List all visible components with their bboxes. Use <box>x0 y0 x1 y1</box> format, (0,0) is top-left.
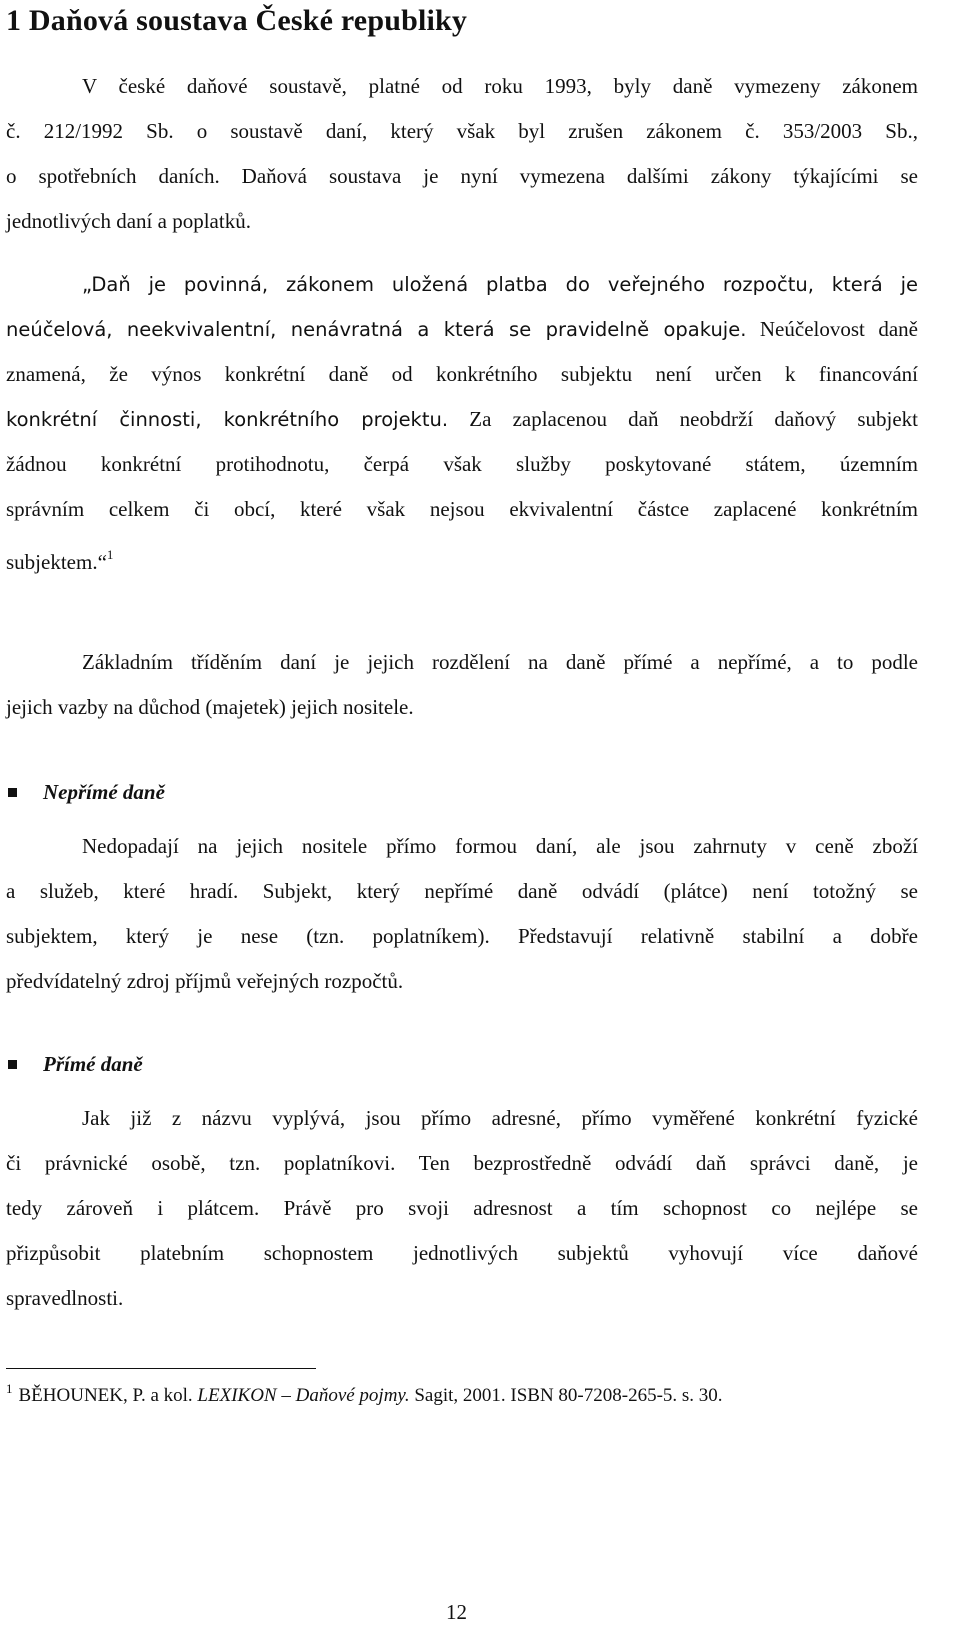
footnote <box>6 1381 723 1407</box>
paragraph-line: a služeb, které hradí. Subjekt, který nepřímé daně odvádí (plátce) není totožný se <box>6 879 918 903</box>
paragraph-line: správním celkem či obcí, které však nejsou ekvivalentní částce zaplacené konkrétním <box>6 497 918 521</box>
paragraph-line <box>6 532 918 577</box>
chapter-heading: 1 Daňová soustava České republiky <box>6 4 468 37</box>
footnote-publication: Sagit, 2001. ISBN 80-7208-265-5. s. 30. <box>409 1385 723 1406</box>
paragraph-line: spravedlnosti. <box>6 1286 124 1310</box>
paragraph-line <box>6 307 918 352</box>
paragraph-line: Nedopadají na jejich nositele přímo formou daní, ale jsou zahrnuty v ceně zboží <box>82 834 918 858</box>
paragraph-line: V české daňové soustavě, platné od roku 1993, byly daně vymezeny zákonem <box>82 74 918 98</box>
paragraph-text-serif: Neúčelovost daně <box>746 317 918 341</box>
footnote-title: LEXIKON – Daňové pojmy. <box>197 1385 410 1406</box>
direct-taxes-heading <box>6 1052 143 1077</box>
paragraph-line: o spotřebních daních. Daňová soustava je nyní vymezena dalšími zákony týkajícími se <box>6 164 918 188</box>
paragraph-line: „Daň je povinná, zákonem uložená platba do veřejného rozpočtu, která je <box>82 273 918 296</box>
paragraph-line: jejich vazby na důchod (majetek) jejich nositele. <box>6 695 414 719</box>
direct-taxes-paragraph <box>6 1096 918 1321</box>
section-title: Nepřímé daně <box>43 780 165 804</box>
indirect-taxes-heading <box>6 780 165 805</box>
indirect-taxes-paragraph <box>6 824 918 1004</box>
paragraph-line: tedy zároveň i plátcem. Právě pro svoji adresnost a tím schopnost co nejlépe se <box>6 1196 918 1220</box>
footnote-divider <box>6 1368 316 1369</box>
page-number: 12 <box>446 1600 467 1624</box>
footnote-reference[interactable]: 1 <box>106 547 114 562</box>
paragraph-line: znamená, že výnos konkrétní daně od konkrétního subjektu není určen k financování <box>6 362 918 386</box>
paragraph-line: přizpůsobit platebním schopnostem jednotlivých subjektů vyhovují více daňové <box>6 1241 918 1265</box>
paragraph-line: předvídatelný zdroj příjmů veřejných rozpočtů. <box>6 969 404 993</box>
paragraph-line: Základním tříděním daní je jejich rozdělení na daně přímé a nepřímé, a to podle <box>82 650 918 674</box>
paragraph-line: č. 212/1992 Sb. o soustavě daní, který však byl zrušen zákonem č. 353/2003 Sb., <box>6 119 918 143</box>
paragraph-line: či právnické osobě, tzn. poplatníkovi. Ten bezprostředně odvádí daň správci daně, je <box>6 1151 918 1175</box>
paragraph-line: jednotlivých daní a poplatků. <box>6 209 251 233</box>
intro-paragraph <box>6 64 918 244</box>
paragraph-line: žádnou konkrétní protihodnotu, čerpá však služby poskytované státem, územním <box>6 452 918 476</box>
paragraph-line: subjektem, který je nese (tzn. poplatníkem). Představují relativně stabilní a dobře <box>6 924 918 948</box>
footnote-number: 1 <box>6 1381 13 1396</box>
footnote-author: BĚHOUNEK, P. a kol. <box>18 1385 198 1406</box>
section-title: Přímé daně <box>43 1052 143 1076</box>
paragraph-text-sans: konkrétní činnosti, konkrétního projektu. <box>6 408 449 431</box>
bullet-square-icon <box>8 788 17 797</box>
paragraph-text: subjektem.“ <box>6 550 107 574</box>
definition-quote-paragraph <box>6 262 918 577</box>
paragraph-text-sans: neúčelová, neekvivalentní, nenávratná a která se pravidelně opakuje. <box>6 318 747 341</box>
classification-paragraph <box>6 640 918 730</box>
paragraph-text-serif: Za zaplacenou daň neobdrží daňový subjekt <box>448 407 918 431</box>
paragraph-line <box>6 397 918 442</box>
bullet-square-icon <box>8 1060 17 1069</box>
paragraph-line: Jak již z názvu vyplývá, jsou přímo adresné, přímo vyměřené konkrétní fyzické <box>82 1106 918 1130</box>
